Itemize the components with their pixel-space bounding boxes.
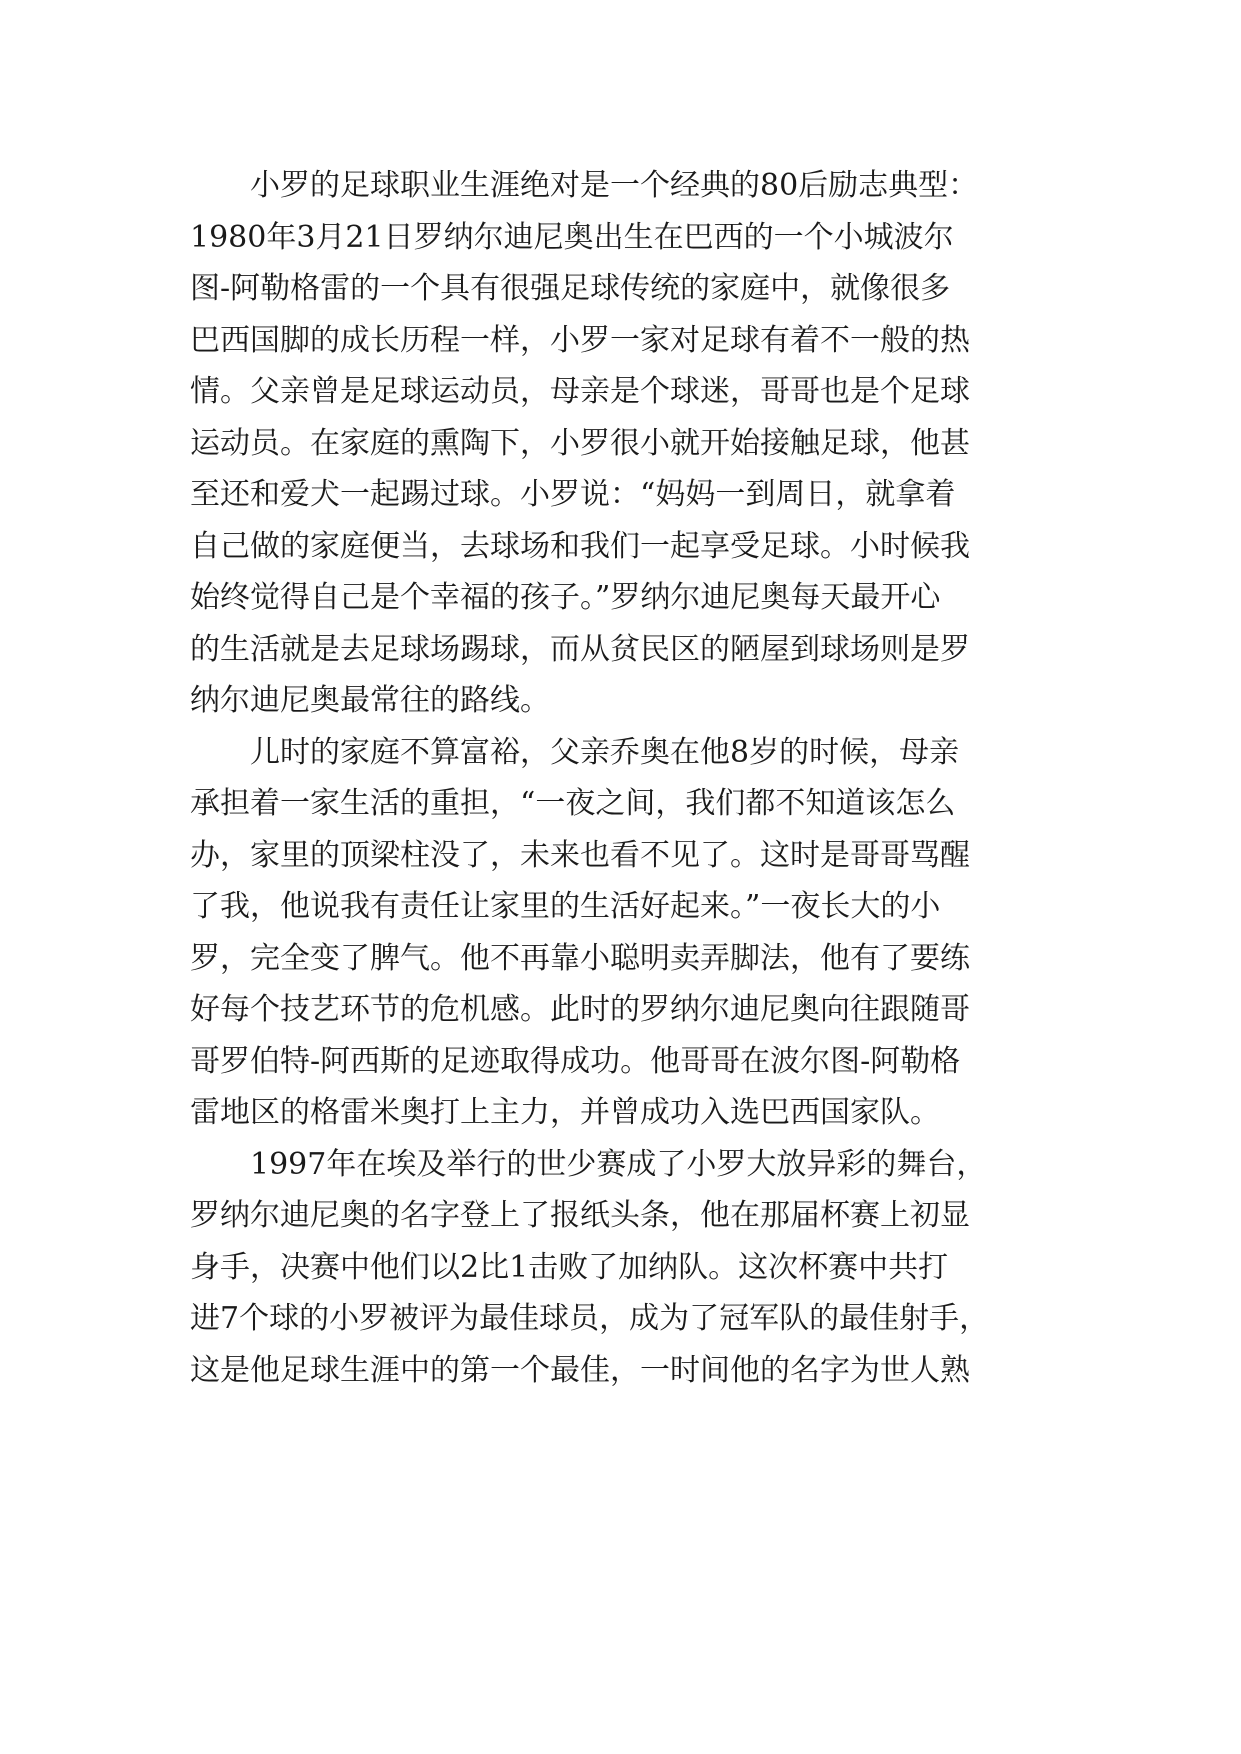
paragraph-1 — [190, 160, 1060, 727]
text-line: 承担着一家生活的重担，“一夜之间，我们都不知道该怎么 — [190, 786, 956, 821]
text-line: 情。父亲曾是足球运动员，母亲是个球迷，哥哥也是个足球 — [190, 374, 970, 409]
text-line: 至还和爱犬一起踢过球。小罗说：“妈妈一到周日，就拿着 — [190, 477, 956, 512]
text-line: 小罗的足球职业生涯绝对是一个经典的80后励志典型： — [250, 168, 979, 203]
text-line: 了我，他说我有责任让家里的生活好起来。”一夜长大的小 — [190, 889, 941, 924]
text-line: 儿时的家庭不算富裕，父亲乔奥在他8岁的时候，母亲 — [250, 734, 960, 770]
text-line: 1997年在埃及举行的世少赛成了小罗大放异彩的舞台， — [250, 1146, 987, 1182]
text-line: 罗纳尔迪尼奥的名字登上了报纸头条，他在那届杯赛上初显 — [190, 1198, 970, 1233]
text-line: 哥罗伯特-阿西斯的足迹取得成功。他哥哥在波尔图-阿勒格 — [190, 1043, 961, 1079]
body-text — [190, 160, 1060, 1396]
text-line: 巴西国脚的成长历程一样，小罗一家对足球有着不一般的热 — [190, 322, 970, 358]
text-line: 进7个球的小罗被评为最佳球员，成为了冠军队的最佳射手， — [190, 1301, 990, 1336]
text-line: 始终觉得自己是个幸福的孩子。”罗纳尔迪尼奥每天最开心 — [190, 580, 941, 615]
text-line: 的生活就是去足球场踢球，而从贫民区的陋屋到球场则是罗 — [190, 631, 970, 667]
text-line: 办，家里的顶梁柱没了，未来也看不见了。这时是哥哥骂醒 — [190, 837, 970, 873]
text-line: 运动员。在家庭的熏陶下，小罗很小就开始接触足球，他甚 — [190, 425, 970, 461]
text-line: 图-阿勒格雷的一个具有很强足球传统的家庭中，就像很多 — [190, 271, 951, 306]
text-line: 罗，完全变了脾气。他不再靠小聪明卖弄脚法，他有了要练 — [190, 940, 970, 976]
paragraph-3 — [190, 1139, 1060, 1397]
paragraph-2 — [190, 727, 1060, 1139]
text-line: 身手，决赛中他们以2比1击败了加纳队。这次杯赛中共打 — [190, 1249, 949, 1285]
text-line: 雷地区的格雷米奥打上主力，并曾成功入选巴西国家队。 — [190, 1095, 940, 1130]
text-line: 好每个技艺环节的危机感。此时的罗纳尔迪尼奥向往跟随哥 — [190, 992, 970, 1027]
text-line: 纳尔迪尼奥最常往的路线。 — [190, 683, 550, 718]
text-line: 1980年3月21日罗纳尔迪尼奥出生在巴西的一个小城波尔 — [190, 219, 954, 255]
text-line: 自己做的家庭便当，去球场和我们一起享受足球。小时候我 — [190, 528, 970, 564]
text-line: 这是他足球生涯中的第一个最佳，一时间他的名字为世人熟 — [190, 1352, 970, 1388]
